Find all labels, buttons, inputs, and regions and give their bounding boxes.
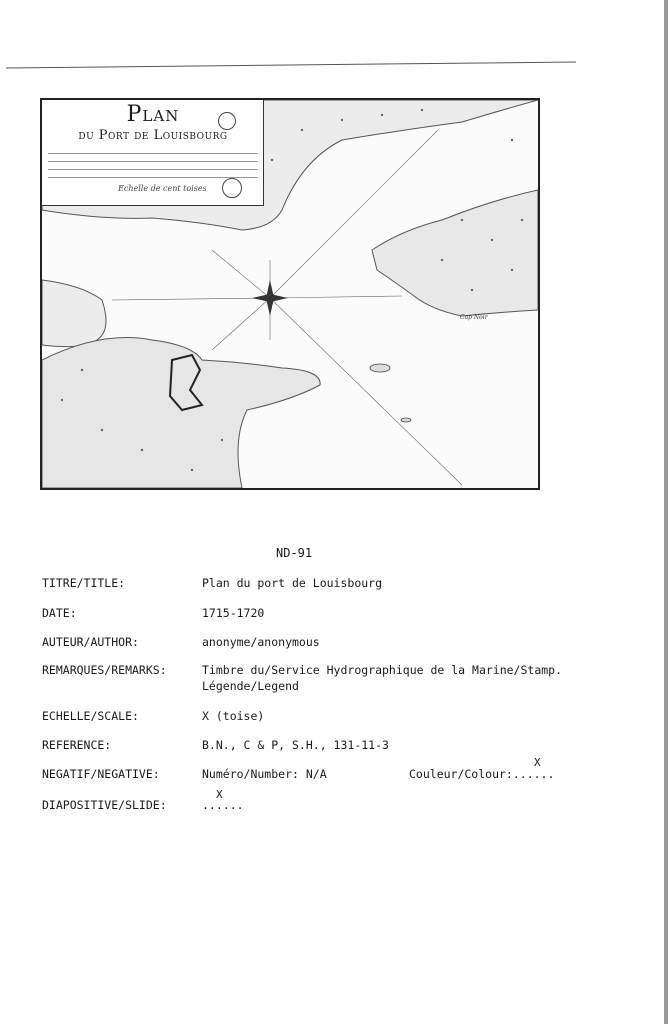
field-label: AUTEUR/AUTHOR:: [42, 635, 139, 649]
field-value: Numéro/Number: N/A: [202, 767, 327, 781]
top-rule: [6, 60, 576, 70]
map-title: Plan: [126, 102, 180, 127]
map-cartouche: [42, 100, 264, 206]
field-value-second-line: Légende/Legend: [202, 679, 299, 693]
field-value: Timbre du/Service Hydrographique de la Marine/Stamp.: [202, 663, 563, 677]
map-subtitle: du Port de Louisbourg: [78, 128, 228, 143]
map-scale-note: Echelle de cent toises: [118, 184, 207, 193]
page-edge: [664, 0, 668, 1024]
field-label: DIAPOSITIVE/SLIDE:: [42, 798, 167, 812]
field-label: REMARQUES/REMARKS:: [42, 663, 167, 677]
field-value: B.N., C & P, S.H., 131-11-3: [202, 738, 389, 752]
field-value: 1715-1720: [202, 606, 265, 620]
field-label: DATE:: [42, 606, 77, 620]
stamp-icon: [222, 178, 242, 198]
slide-check-mark: X: [216, 788, 223, 801]
field-label: ECHELLE/SCALE:: [42, 709, 139, 723]
map-cape-label: Cap Noir: [460, 314, 488, 321]
seal-icon: [218, 112, 236, 130]
document-id: ND-91: [276, 546, 313, 560]
field-label: NEGATIF/NEGATIVE:: [42, 767, 160, 781]
field-value: Plan du port de Louisbourg: [202, 576, 383, 590]
colour-check-mark: X: [534, 756, 541, 769]
field-value: X (toise): [202, 709, 265, 723]
field-value: ......: [202, 798, 244, 812]
field-value: anonyme/anonymous: [202, 635, 320, 649]
map-image: [40, 98, 540, 490]
field-label: TITRE/TITLE:: [42, 576, 126, 590]
field-label: REFERENCE:: [42, 738, 112, 752]
field-colour: Couleur/Colour:......: [409, 767, 555, 781]
